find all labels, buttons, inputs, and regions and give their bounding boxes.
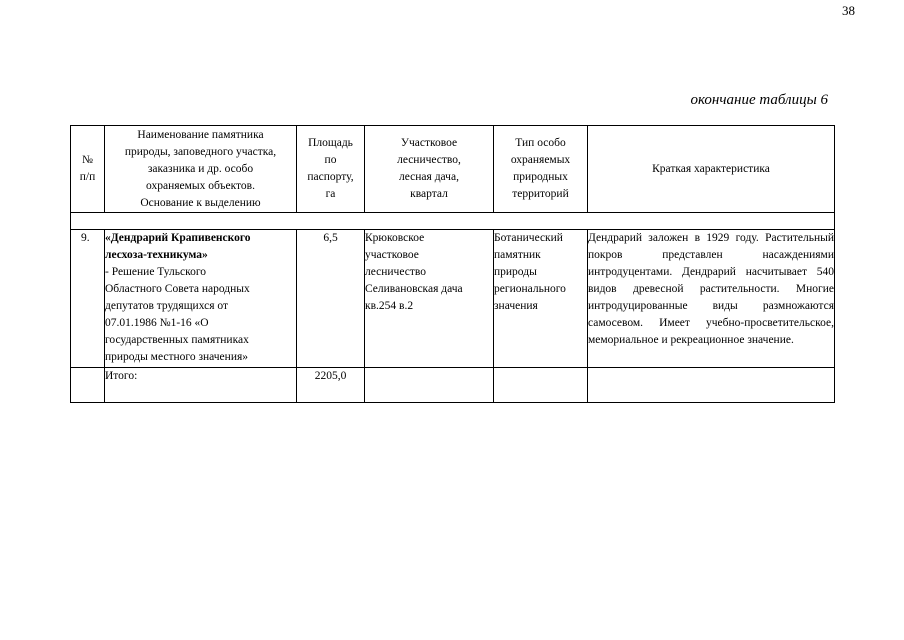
header-forestry	[365, 126, 494, 213]
text-line: - Решение Тульского	[105, 266, 207, 278]
row-forestry	[365, 230, 494, 368]
text-line: депутатов трудящихся от	[105, 300, 229, 312]
text-line: лесничество,	[397, 154, 461, 166]
text-line: п/п	[79, 171, 96, 183]
total-row	[71, 368, 835, 403]
table-header-row	[71, 126, 835, 213]
text-line: га	[325, 188, 336, 200]
text-line: регионального	[494, 283, 566, 295]
total-area: 2205,0	[297, 368, 365, 403]
text-line: Площадь	[308, 137, 353, 149]
total-num-cell	[71, 368, 105, 403]
text-line: природы, заповедного участка,	[124, 145, 277, 158]
text-line: охраняемых объектов.	[146, 179, 255, 192]
text-line: природы местного значения»	[105, 351, 249, 363]
text-line: охраняемых	[510, 154, 571, 166]
text-line: 07.01.1986 №1-16 «О	[105, 317, 209, 329]
text-line: Участковое	[400, 137, 458, 149]
table-caption: окончание таблицы 6	[690, 92, 828, 108]
text-line: Тип особо	[515, 137, 566, 149]
total-type-cell	[494, 368, 588, 403]
protected-areas-table	[70, 125, 835, 403]
header-description	[588, 126, 835, 213]
text-line: Основание к выделению	[140, 196, 261, 209]
row-type	[494, 230, 588, 368]
header-type	[494, 126, 588, 213]
text-line: лесничество	[365, 266, 426, 278]
row-description: Дендрарий заложен в 1929 году. Растительный покров представлен насаждениями интродуцентами. Дендрарий насчитывает 540 видов древесной растительности. Многие интродуцированные виды размножаются самосевом. Имеет учебно-просветительское, мемориальное и рекреационное значение.	[588, 230, 835, 368]
text-line: природных	[513, 171, 568, 183]
spacer-row	[71, 213, 835, 230]
row-num: 9.	[71, 230, 105, 368]
text-line: участковое	[365, 249, 419, 261]
row-name-title	[105, 230, 296, 264]
row-area: 6,5	[297, 230, 365, 368]
page-number: 38	[842, 3, 855, 18]
total-forestry-cell	[365, 368, 494, 403]
total-label: Итого:	[105, 368, 297, 403]
text-line: Крюковское	[365, 232, 425, 244]
text-line: Селивановская дача	[365, 283, 463, 295]
text-line: паспорту,	[307, 171, 354, 183]
text-line: Краткая характеристика	[652, 162, 770, 175]
text-line: №	[82, 154, 93, 166]
header-area	[297, 126, 365, 213]
text-line: заказника и др. особо	[147, 162, 254, 175]
text-line: природы	[494, 266, 537, 278]
text-line: территорий	[512, 188, 569, 200]
total-description-cell	[588, 368, 835, 403]
text-line: лесная дача,	[399, 171, 459, 183]
text-line: Наименование памятника	[137, 128, 264, 141]
text-line: квартал	[410, 188, 448, 200]
header-name	[105, 126, 297, 213]
text-line: лесхоза-техникума»	[105, 249, 208, 261]
header-num	[71, 126, 105, 213]
text-line: значения	[494, 300, 538, 312]
text-line: кв.254 в.2	[365, 300, 414, 312]
text-line: Областного Совета народных	[105, 283, 250, 295]
row-name	[105, 230, 297, 368]
table-row	[71, 230, 835, 368]
text-line: по	[324, 154, 337, 166]
text-line: памятник	[494, 249, 541, 261]
spacer-cell	[71, 213, 835, 230]
text-line: государственных памятниках	[105, 334, 249, 346]
text-line: «Дендрарий Крапивенского	[105, 232, 251, 244]
text-line: Ботанический	[494, 232, 563, 244]
row-name-basis	[105, 264, 296, 366]
